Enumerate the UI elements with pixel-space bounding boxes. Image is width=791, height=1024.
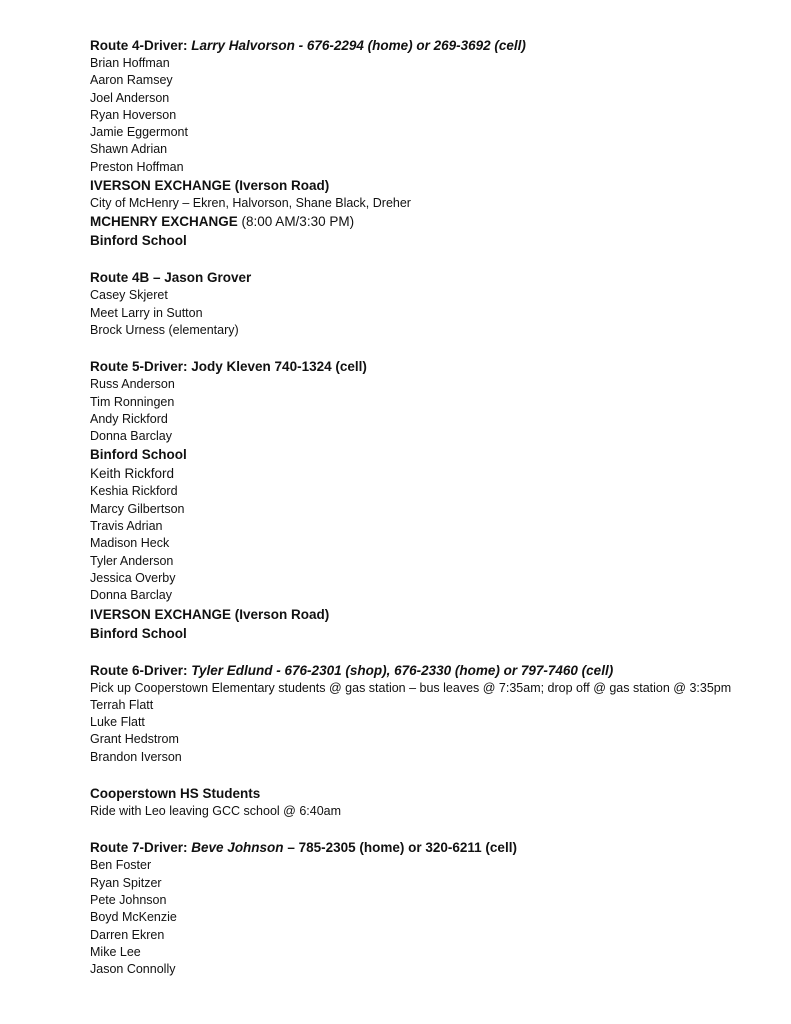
iverson-exchange-label: IVERSON EXCHANGE (Iverson Road) [90, 606, 330, 622]
route-6-driver: Tyler Edlund - 676-2301 (shop), 676-2330 (home) or 797-7460 (cell) [191, 662, 614, 678]
rider-name: Andy Rickford [90, 411, 168, 426]
rider-name: Pete Johnson [90, 892, 167, 907]
mchenry-riders-line: City of McHenry – Ekren, Halvorson, Shane Black, Dreher [90, 196, 411, 211]
rider-name: Tyler Anderson [90, 553, 174, 568]
rider-name: Donna Barclay [90, 588, 172, 603]
mchenry-exchange-times: (8:00 AM/3:30 PM) [237, 214, 355, 230]
route-4b-section [90, 268, 770, 339]
rider-name: Darren Ekren [90, 927, 165, 942]
rider-note: Meet Larry in Sutton [90, 305, 203, 320]
mchenry-exchange-line [90, 212, 770, 231]
rider-name: Aaron Ramsey [90, 73, 173, 88]
route-7-driver: Beve Johnson [191, 840, 284, 856]
cooperstown-note: Ride with Leo leaving GCC school @ 6:40am [90, 804, 342, 819]
rider-name: Brandon Iverson [90, 749, 182, 764]
rider-name: Mike Lee [90, 944, 141, 959]
iverson-exchange-label: IVERSON EXCHANGE (Iverson Road) [90, 178, 330, 194]
rider-name: Keshia Rickford [90, 484, 178, 499]
rider-name: Marcy Gilbertson [90, 501, 185, 516]
bus-route-list [90, 36, 770, 996]
route-6-section [90, 661, 770, 766]
rider-name: Ryan Spitzer [90, 875, 162, 890]
rider-name: Boyd McKenzie [90, 910, 177, 925]
cooperstown-section [90, 784, 770, 820]
route-7-phone: – 785-2305 (home) or 320-6211 (cell) [283, 840, 517, 856]
route-5-section [90, 357, 770, 642]
rider-name: Ben Foster [90, 858, 152, 873]
rider-name: Keith Rickford [90, 466, 175, 482]
route-4-driver: Larry Halvorson - 676-2294 (home) or 269-3692 (cell) [191, 38, 526, 53]
rider-name: Jason Connolly [90, 962, 176, 977]
rider-name: Tim Ronningen [90, 394, 175, 409]
school-label: Binford School [90, 233, 187, 249]
route-4-heading-prefix: Route 4-Driver: [90, 38, 192, 53]
rider-name: Travis Adrian [90, 519, 163, 534]
rider-name: Brock Urness (elementary) [90, 322, 239, 337]
route-4-heading [90, 36, 770, 55]
route-6-heading-prefix: Route 6-Driver: [90, 662, 192, 678]
route-6-pickup-note: Pick up Cooperstown Elementary students @ gas station – bus leaves @ 7:35am; drop off @ gas station @ 3:35pm [90, 680, 732, 695]
rider-name: Donna Barclay [90, 429, 172, 444]
rider-name: Brian Hoffman [90, 56, 170, 70]
rider-name: Joel Anderson [90, 90, 170, 105]
rider-name: Preston Hoffman [90, 159, 184, 174]
route-5-heading: Route 5-Driver: Jody Kleven 740-1324 (cell) [90, 359, 367, 375]
school-label: Binford School [90, 447, 187, 463]
rider-name: Jessica Overby [90, 570, 176, 585]
mchenry-exchange-label: MCHENRY EXCHANGE [90, 214, 238, 230]
cooperstown-heading: Cooperstown HS Students [90, 786, 261, 802]
route-4b-heading: Route 4B – Jason Grover [90, 270, 252, 286]
route-7-heading [90, 838, 770, 857]
route-4-section [90, 36, 770, 250]
rider-name: Shawn Adrian [90, 142, 168, 157]
rider-name: Russ Anderson [90, 377, 175, 392]
route-7-section [90, 838, 770, 978]
rider-name: Grant Hedstrom [90, 732, 179, 747]
route-7-heading-prefix: Route 7-Driver: [90, 840, 192, 856]
rider-name: Ryan Hoverson [90, 107, 177, 122]
route-6-heading [90, 661, 770, 680]
school-label: Binford School [90, 625, 187, 641]
rider-name: Terrah Flatt [90, 697, 154, 712]
rider-name: Casey Skjeret [90, 288, 168, 303]
rider-name: Jamie Eggermont [90, 125, 188, 140]
rider-name: Madison Heck [90, 536, 170, 551]
rider-name: Luke Flatt [90, 715, 145, 730]
